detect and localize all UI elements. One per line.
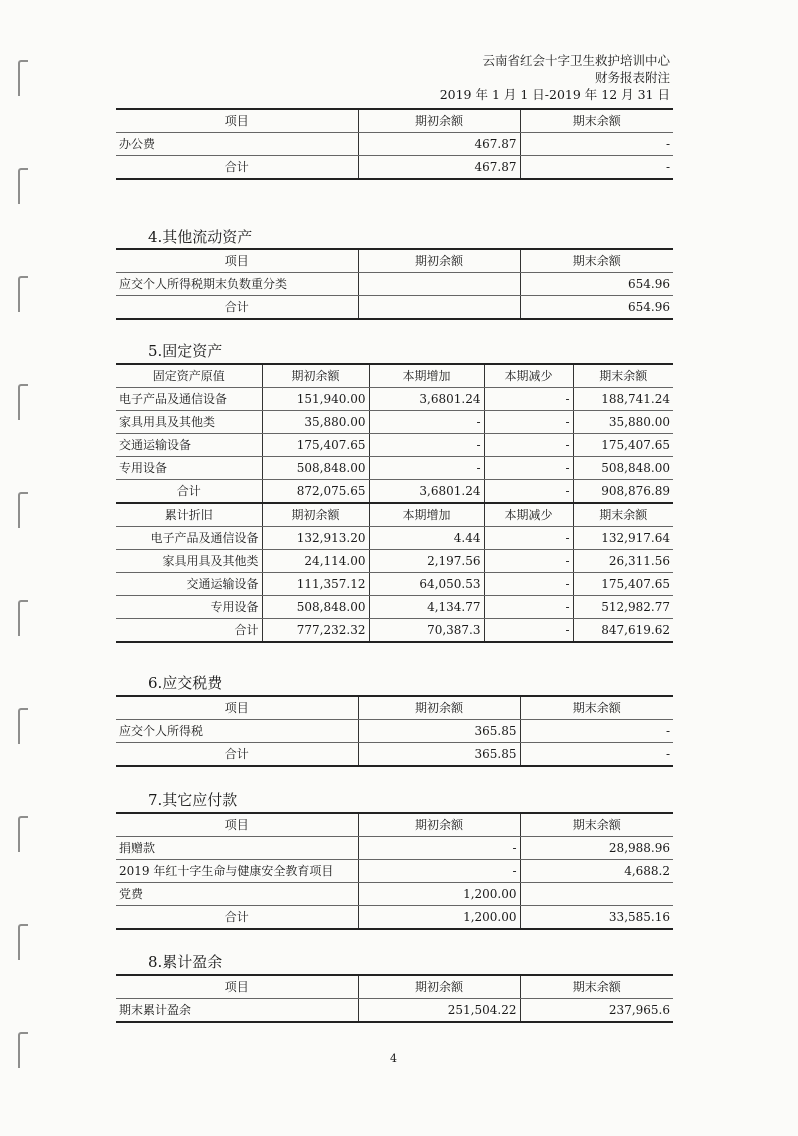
value-cell: 35,880.00 (573, 411, 673, 434)
header-period: 2019 年 1 月 1 日-2019 年 12 月 31 日 (439, 87, 670, 102)
value-cell: - (358, 837, 520, 860)
accumulated-surplus-table (116, 974, 673, 1023)
item-cell: 合计 (116, 743, 358, 767)
header-cell: 期末余额 (520, 813, 673, 837)
section-title: 6.应交税费 (148, 674, 223, 692)
value-cell: - (484, 411, 573, 434)
fixed-assets-table (116, 363, 673, 643)
item-cell: 合计 (116, 156, 358, 180)
table-total-row (116, 906, 673, 930)
item-cell: 合计 (116, 619, 262, 643)
table-header-row (116, 364, 673, 388)
binder-mark (18, 60, 28, 96)
item-cell: 捐赠款 (116, 837, 358, 860)
value-cell: 508,848.00 (573, 457, 673, 480)
header-cell: 期初余额 (358, 109, 520, 133)
value-cell: - (520, 133, 673, 156)
value-cell: 508,848.00 (262, 596, 369, 619)
value-cell: 132,917.64 (573, 527, 673, 550)
table-row (116, 434, 673, 457)
value-cell: 1,200.00 (358, 906, 520, 930)
value-cell: - (484, 550, 573, 573)
value-cell: 3,6801.24 (369, 388, 484, 411)
header-cell: 项目 (116, 696, 358, 720)
value-cell (358, 296, 520, 320)
binder-mark (18, 276, 28, 312)
table-header-row (116, 813, 673, 837)
value-cell: 111,357.12 (262, 573, 369, 596)
table-row (116, 860, 673, 883)
value-cell: - (484, 596, 573, 619)
table-row (116, 527, 673, 550)
value-cell: 872,075.65 (262, 480, 369, 504)
office-expense-table (116, 108, 673, 180)
header-cell: 本期减少 (484, 364, 573, 388)
page-header (440, 52, 670, 103)
item-cell: 办公费 (116, 133, 358, 156)
value-cell: 35,880.00 (262, 411, 369, 434)
header-cell: 期初余额 (358, 249, 520, 273)
item-cell: 应交个人所得税期末负数重分类 (116, 273, 358, 296)
table-total-row (116, 619, 673, 643)
header-cell: 期末余额 (520, 975, 673, 999)
other-payables-table (116, 812, 673, 930)
value-cell: 33,585.16 (520, 906, 673, 930)
header-cell: 期初余额 (262, 503, 369, 527)
table-total-row (116, 480, 673, 504)
taxes-payable-table (116, 695, 673, 767)
value-cell: 175,407.65 (573, 573, 673, 596)
value-cell: 654.96 (520, 273, 673, 296)
value-cell: 365.85 (358, 743, 520, 767)
value-cell: - (484, 527, 573, 550)
header-cell: 期末余额 (520, 249, 673, 273)
header-cell: 本期增加 (369, 503, 484, 527)
item-cell: 合计 (116, 480, 262, 504)
binder-mark (18, 924, 28, 960)
table-header-row (116, 249, 673, 273)
item-cell: 合计 (116, 296, 358, 320)
item-cell: 电子产品及通信设备 (116, 388, 262, 411)
value-cell: - (369, 457, 484, 480)
section-title: 7.其它应付款 (148, 791, 238, 809)
header-cell: 期初余额 (358, 975, 520, 999)
value-cell: - (484, 480, 573, 504)
table-row (116, 999, 673, 1023)
header-cell: 期末余额 (520, 109, 673, 133)
table-total-row (116, 296, 673, 320)
item-cell: 专用设备 (116, 457, 262, 480)
item-cell: 家具用具及其他类 (116, 411, 262, 434)
binder-mark (18, 168, 28, 204)
section-title: 8.累计盈余 (148, 953, 223, 971)
table-subheader-row (116, 503, 673, 527)
value-cell: 237,965.6 (520, 999, 673, 1023)
value-cell: 365.85 (358, 720, 520, 743)
header-cell: 期初余额 (262, 364, 369, 388)
item-cell: 交通运输设备 (116, 434, 262, 457)
header-doc-title: 财务报表附注 (594, 70, 670, 85)
value-cell: - (358, 860, 520, 883)
value-cell (520, 883, 673, 906)
section-title: 4.其他流动资产 (148, 228, 253, 246)
binder-mark (18, 816, 28, 852)
table-row (116, 133, 673, 156)
table-row (116, 573, 673, 596)
value-cell: 151,940.00 (262, 388, 369, 411)
value-cell: - (484, 573, 573, 596)
value-cell: 251,504.22 (358, 999, 520, 1023)
value-cell: 847,619.62 (573, 619, 673, 643)
table-row (116, 883, 673, 906)
value-cell: 132,913.20 (262, 527, 369, 550)
value-cell: 3,6801.24 (369, 480, 484, 504)
binder-mark (18, 384, 28, 420)
table-row (116, 550, 673, 573)
header-cell: 期初余额 (358, 813, 520, 837)
section-title: 5.固定资产 (148, 342, 223, 360)
value-cell: 26,311.56 (573, 550, 673, 573)
page-number: 4 (390, 1052, 397, 1065)
item-cell: 电子产品及通信设备 (116, 527, 262, 550)
value-cell (358, 273, 520, 296)
value-cell: - (520, 720, 673, 743)
item-cell: 家具用具及其他类 (116, 550, 262, 573)
value-cell: 4,134.77 (369, 596, 484, 619)
header-cell: 项目 (116, 109, 358, 133)
header-cell: 累计折旧 (116, 503, 262, 527)
value-cell: - (484, 457, 573, 480)
table-row (116, 837, 673, 860)
value-cell: 175,407.65 (573, 434, 673, 457)
value-cell: - (484, 619, 573, 643)
value-cell: 654.96 (520, 296, 673, 320)
value-cell: 4.44 (369, 527, 484, 550)
header-cell: 期末余额 (573, 503, 673, 527)
value-cell: 28,988.96 (520, 837, 673, 860)
table-row (116, 596, 673, 619)
value-cell: - (520, 156, 673, 180)
table-total-row (116, 156, 673, 180)
value-cell: 467.87 (358, 133, 520, 156)
item-cell: 期末累计盈余 (116, 999, 358, 1023)
table-total-row (116, 743, 673, 767)
value-cell: - (484, 388, 573, 411)
table-row (116, 273, 673, 296)
header-cell: 期末余额 (573, 364, 673, 388)
table-row (116, 388, 673, 411)
value-cell: 2,197.56 (369, 550, 484, 573)
value-cell: 508,848.00 (262, 457, 369, 480)
table-header-row (116, 109, 673, 133)
table-row (116, 457, 673, 480)
item-cell: 应交个人所得税 (116, 720, 358, 743)
header-cell: 本期减少 (484, 503, 573, 527)
value-cell: 512,982.77 (573, 596, 673, 619)
value-cell: 70,387.3 (369, 619, 484, 643)
binder-mark (18, 708, 28, 744)
header-cell: 固定资产原值 (116, 364, 262, 388)
value-cell: 467.87 (358, 156, 520, 180)
value-cell: - (369, 434, 484, 457)
value-cell: 175,407.65 (262, 434, 369, 457)
value-cell: 188,741.24 (573, 388, 673, 411)
header-cell: 期初余额 (358, 696, 520, 720)
binder-mark (18, 1032, 28, 1068)
item-cell: 交通运输设备 (116, 573, 262, 596)
item-cell: 专用设备 (116, 596, 262, 619)
item-cell: 合计 (116, 906, 358, 930)
header-cell: 本期增加 (369, 364, 484, 388)
header-cell: 项目 (116, 249, 358, 273)
table-row (116, 720, 673, 743)
table-header-row (116, 696, 673, 720)
table-header-row (116, 975, 673, 999)
value-cell: 24,114.00 (262, 550, 369, 573)
header-org: 云南省红会十字卫生救护培训中心 (482, 53, 670, 68)
header-cell: 项目 (116, 975, 358, 999)
value-cell: - (369, 411, 484, 434)
header-cell: 期末余额 (520, 696, 673, 720)
header-cell: 项目 (116, 813, 358, 837)
value-cell: - (520, 743, 673, 767)
table-row (116, 411, 673, 434)
value-cell: 4,688.2 (520, 860, 673, 883)
value-cell: 777,232.32 (262, 619, 369, 643)
value-cell: 908,876.89 (573, 480, 673, 504)
value-cell: 64,050.53 (369, 573, 484, 596)
item-cell: 2019 年红十字生命与健康安全教育项目 (116, 860, 358, 883)
binder-mark (18, 600, 28, 636)
item-cell: 党费 (116, 883, 358, 906)
other-current-assets-table (116, 248, 673, 320)
binder-mark (18, 492, 28, 528)
value-cell: 1,200.00 (358, 883, 520, 906)
value-cell: - (484, 434, 573, 457)
